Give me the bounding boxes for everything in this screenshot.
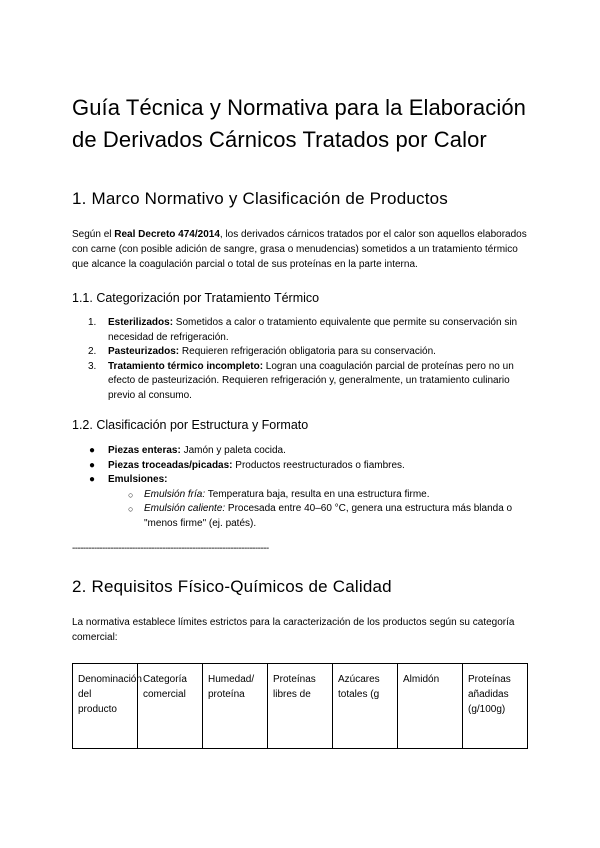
- subsection-1-1-heading: 1.1. Categorización por Tratamiento Térmico: [72, 291, 320, 305]
- document-title: Guía Técnica y Normativa para la Elaboración de Derivados Cárnicos Tratados por Calor: [72, 95, 526, 152]
- list-item: ● Piezas enteras: Jamón y paleta cocida.: [72, 444, 528, 459]
- subsection-1-2-heading: 1.2. Clasificación por Estructura y Formato: [72, 418, 309, 432]
- section-separator: ------------------------------------------------------------------------: [72, 543, 269, 554]
- heat-treatment-list: [72, 316, 528, 403]
- table-row: [73, 664, 528, 749]
- section-2-heading: 2. Requisitos Físico-Químicos de Calidad: [72, 577, 392, 596]
- table-header-cell: Categoría comercial: [138, 664, 203, 749]
- bullet-icon: ●: [89, 459, 96, 471]
- section-1-intro: Según el Real Decreto 474/2014, los derivados cárnicos tratados por el calor son aquellos elaborados con carne (con posible adición de sangre, grasa o menudencias) sometidos a un tratamiento térmico que alcance la coagulación parcial o total de sus proteínas en la parte interna.: [72, 229, 527, 270]
- quality-requirements-table: [72, 663, 528, 749]
- list-item: 2. Pasteurizados: Requieren refrigeración obligatoria para su conservación.: [88, 346, 436, 357]
- list-item: 3. Tratamiento térmico incompleto: Logran una coagulación parcial de proteínas pero no un efecto de pasteurización. Requieren refrigeración y, generalmente, un tratamiento culinario previo al consumo.: [88, 360, 514, 401]
- table-header-cell: Denominación del producto: [73, 664, 138, 749]
- circle-bullet-icon: ○: [128, 489, 134, 500]
- list-item: ○ Emulsión fría: Temperatura baja, resulta en una estructura firme.: [72, 488, 528, 503]
- bullet-icon: ●: [89, 445, 96, 456]
- list-item: ● Piezas troceadas/picadas: Productos reestructurados o fiambres.: [72, 459, 528, 474]
- list-item: ○ Emulsión caliente: Procesada entre 40–60 °C, genera una estructura más blanda o "menos firme" (ej. patés).: [128, 503, 513, 529]
- table-header-cell: Proteínas libres de: [268, 664, 333, 749]
- list-item: ● Emulsiones:: [72, 473, 528, 488]
- table-header-cell: Humedad/ proteína: [203, 664, 268, 749]
- table-header-cell: Almidón: [398, 664, 463, 749]
- section-1-heading: 1. Marco Normativo y Clasificación de Productos: [72, 189, 448, 208]
- emulsion-sublist: [72, 488, 528, 532]
- section-2-intro: La normativa establece límites estrictos para la caracterización de los productos según su categoría comercial:: [72, 617, 515, 643]
- bullet-icon: ●: [89, 474, 96, 485]
- circle-bullet-icon: ○: [128, 504, 134, 514]
- list-item: 1. Esterilizados: Sometidos a calor o tratamiento equivalente que permite su conservación sin necesidad de refrigeración.: [88, 317, 518, 343]
- structure-list: [72, 444, 528, 488]
- table-header-cell: Proteínas añadidas (g/100g): [463, 664, 528, 749]
- table-header-cell: Azúcares totales (g: [333, 664, 398, 749]
- document-page: [72, 92, 528, 749]
